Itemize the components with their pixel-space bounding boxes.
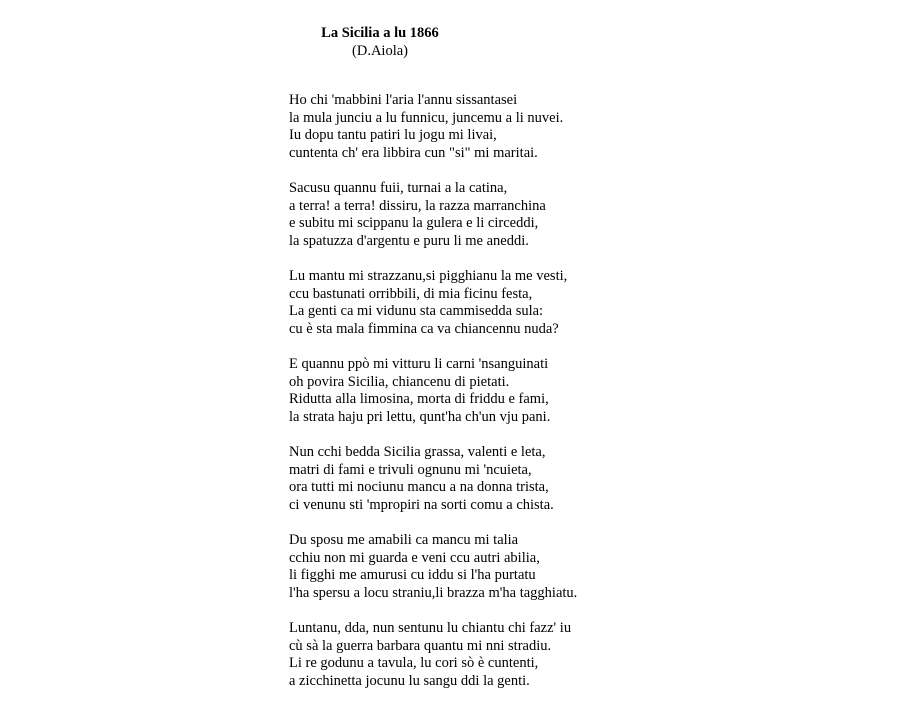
poem-line: ci venunu sti 'mpropiri na sorti comu a chista. bbox=[289, 496, 554, 513]
poem-line: Ridutta alla limosina, morta di friddu e fami, bbox=[289, 391, 549, 407]
stanza-4 bbox=[289, 356, 849, 426]
poem-title: La Sicilia a lu 1866 bbox=[321, 25, 439, 41]
poem-line: Sacusu quannu fuii, turnai a la catina, bbox=[289, 180, 508, 196]
poem-line: E quannu ppò mi vitturu li carni 'nsanguinati bbox=[289, 356, 549, 372]
poem-line: matri di fami e trivuli ognunu mi 'ncuieta, bbox=[289, 461, 532, 478]
poem-line: Li re godunu a tavula, lu cori sò è cuntenti, bbox=[289, 655, 539, 671]
poem-line: cchiu non mi guarda e veni ccu autri abilia, bbox=[289, 549, 540, 566]
poem-line: la strata haju pri lettu, qunt'ha ch'un vju pani. bbox=[289, 408, 551, 425]
stanza-3 bbox=[289, 268, 849, 338]
poem-line: Ho chi 'mabbini l'aria l'annu sissantasei bbox=[289, 92, 518, 108]
poem-line: Lu mantu mi strazzanu,si pigghianu la me vesti, bbox=[289, 268, 568, 284]
stanza-7 bbox=[289, 620, 849, 690]
poem-line: La genti ca mi vidunu sta cammisedda sula: bbox=[289, 303, 544, 319]
stanza-5 bbox=[289, 444, 849, 514]
poem-line: Nun cchi bedda Sicilia grassa, valenti e leta, bbox=[289, 444, 546, 460]
poem-line: a zicchinetta jocunu lu sangu ddi la genti. bbox=[289, 672, 530, 689]
poem-line: Du sposu me amabili ca mancu mi talia bbox=[289, 532, 519, 548]
poem-line: cù sà la guerra barbara quantu mi nni stradiu. bbox=[289, 637, 552, 654]
poem-line: Luntanu, dda, nun sentunu lu chiantu chi fazz' iu bbox=[289, 620, 572, 636]
stanza-1 bbox=[289, 92, 849, 162]
poem-line: la mula junciu a lu funnicu, juncemu a li nuvei. bbox=[289, 109, 564, 126]
poem-line: la spatuzza d'argentu e puru li me aneddi. bbox=[289, 232, 529, 249]
poem-line: oh povira Sicilia, chiancenu di pietati. bbox=[289, 373, 510, 390]
stanza-2 bbox=[289, 180, 849, 250]
poem-line: cuntenta ch' era libbira cun "si" mi maritai. bbox=[289, 144, 538, 161]
poem-body bbox=[289, 92, 849, 708]
poem-line: cu è sta mala fimmina ca va chiancennu nuda? bbox=[289, 320, 559, 337]
poem-line: Iu dopu tantu patiri lu jogu mi livai, bbox=[289, 127, 497, 143]
poem-line: l'ha spersu a locu straniu,li brazza m'ha tagghiatu. bbox=[289, 584, 578, 601]
poem-line: e subitu mi scippanu la gulera e li circeddi, bbox=[289, 215, 539, 231]
poem-line: ora tutti mi nociunu mancu a na donna trista, bbox=[289, 479, 549, 495]
poem-line: ccu bastunati orribbili, di mia ficinu festa, bbox=[289, 285, 533, 302]
stanza-6 bbox=[289, 532, 849, 602]
poem-line: li figghi me amurusi cu iddu si l'ha purtatu bbox=[289, 567, 536, 583]
poem-author: (D.Aiola) bbox=[352, 43, 408, 59]
poem-line: a terra! a terra! dissiru, la razza marranchina bbox=[289, 197, 546, 214]
